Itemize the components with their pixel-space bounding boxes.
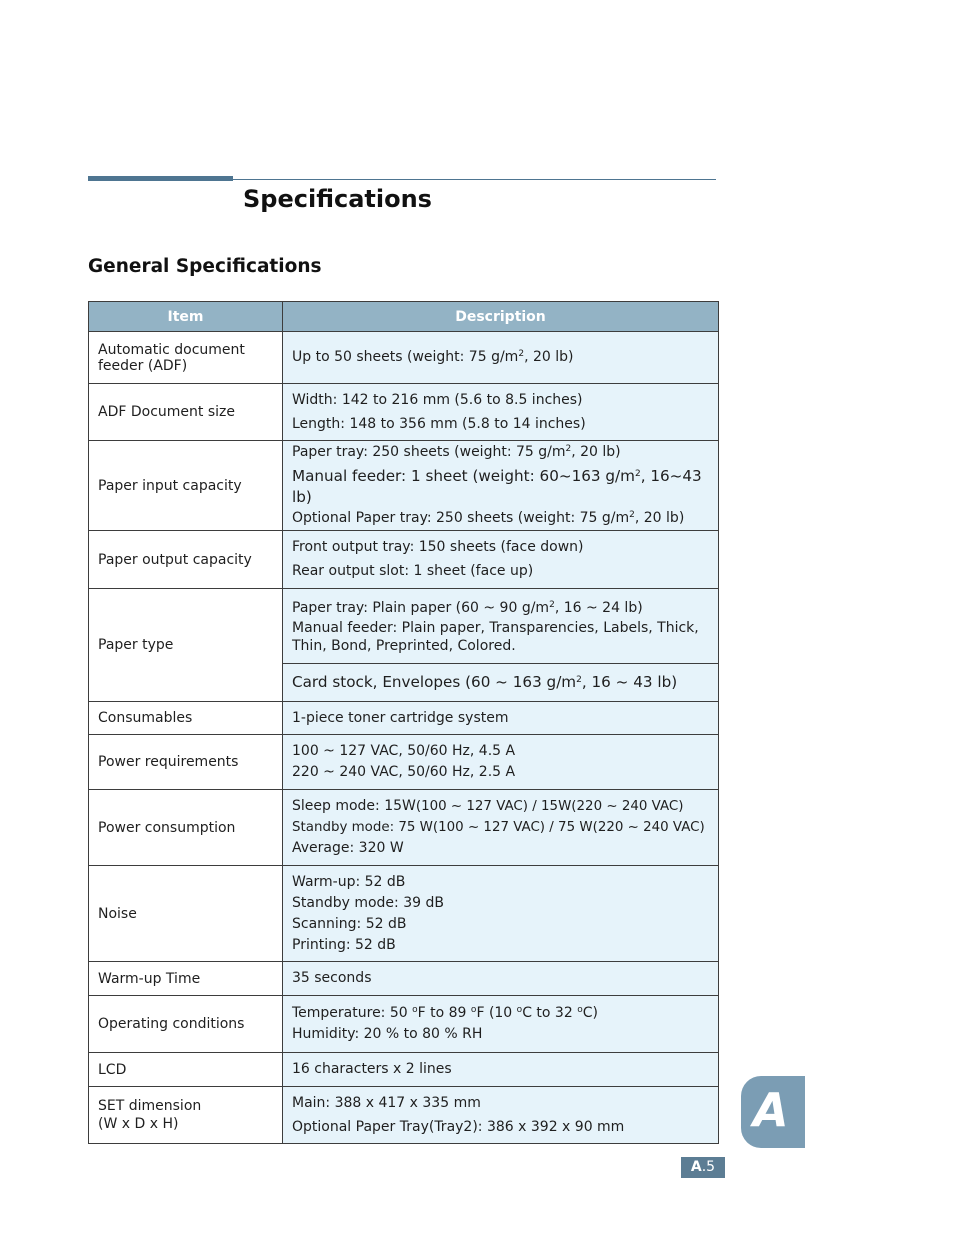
header-item: Item bbox=[89, 302, 283, 332]
table-row bbox=[89, 962, 719, 996]
appendix-letter: A bbox=[753, 1083, 789, 1137]
item-cell: Power consumption bbox=[89, 790, 283, 866]
table-row bbox=[89, 702, 719, 735]
table-row bbox=[89, 589, 719, 664]
item-cell: Warm-up Time bbox=[89, 962, 283, 996]
item-cell: Automatic document feeder (ADF) bbox=[89, 332, 283, 384]
table-row bbox=[89, 441, 719, 531]
description-cell: Card stock, Envelopes (60 ~ 163 $g/m^2$, 16 ~ 43 lb) bbox=[283, 664, 719, 702]
description-cell: Front output tray: 150 sheets (face down) Rear output slot: 1 sheet (face up) bbox=[283, 531, 719, 589]
description-cell: 100 ~ 127 VAC, 50/60 Hz, 4.5 A 220 ~ 240 VAC, 50/60 Hz, 2.5 A bbox=[283, 735, 719, 790]
table-row bbox=[89, 384, 719, 441]
description-cell: Temperature: 50 $^o$F to 89 $^o$F (10 $^o$C to 32 $^o$C) Humidity: 20 % to 80 % RH bbox=[283, 996, 719, 1053]
description-cell: Warm-up: 52 dB Standby mode: 39 dB Scanning: 52 dB Printing: 52 dB bbox=[283, 866, 719, 962]
item-cell: ADF Document size bbox=[89, 384, 283, 441]
description-cell: 1-piece toner cartridge system bbox=[283, 702, 719, 735]
item-cell: Noise bbox=[89, 866, 283, 962]
table-row bbox=[89, 735, 719, 790]
description-cell: Paper tray: 250 sheets (weight: 75 $g/m^2$, 20 lb) Manual feeder: 1 sheet (weight: 60~163 $g/m^2$, 16~43 lb) Optional Paper tray: 250 sheets (weight: 75 $g/m^2$, 20 lb) bbox=[283, 441, 719, 531]
item-cell: Power requirements bbox=[89, 735, 283, 790]
page-number: A.5 bbox=[681, 1157, 725, 1178]
page-title: Specifications bbox=[243, 185, 432, 213]
table-row bbox=[89, 531, 719, 589]
description-cell: 16 characters x 2 lines bbox=[283, 1053, 719, 1087]
description-cell: 35 seconds bbox=[283, 962, 719, 996]
item-cell: Paper output capacity bbox=[89, 531, 283, 589]
description-cell: Main: 388 x 417 x 335 mm Optional Paper Tray(Tray2): 386 x 392 x 90 mm bbox=[283, 1087, 719, 1144]
specifications-table bbox=[88, 301, 719, 1144]
title-rule-thick bbox=[88, 176, 233, 181]
item-cell: Paper type bbox=[89, 589, 283, 702]
table-row bbox=[89, 332, 719, 384]
item-cell: Operating conditions bbox=[89, 996, 283, 1053]
table-row bbox=[89, 866, 719, 962]
description-cell: Width: 142 to 216 mm (5.6 to 8.5 inches) Length: 148 to 356 mm (5.8 to 14 inches) bbox=[283, 384, 719, 441]
description-cell: Up to 50 sheets (weight: 75 $g/m^2$, 20 lb) bbox=[283, 332, 719, 384]
appendix-tab bbox=[741, 1076, 805, 1148]
table-header-row bbox=[89, 302, 719, 332]
title-rule-thin bbox=[233, 179, 716, 180]
description-cell: Paper tray: Plain paper (60 ~ 90 $g/m^2$, 16 ~ 24 lb) Manual feeder: Plain paper, Transparencies, Labels, Thick, Thin, Bond, Preprinted, Colored. bbox=[283, 589, 719, 664]
item-cell: SET dimension (W x D x H) bbox=[89, 1087, 283, 1144]
item-cell: Consumables bbox=[89, 702, 283, 735]
table-row bbox=[89, 1087, 719, 1144]
table-row bbox=[89, 1053, 719, 1087]
description-cell: Sleep mode: 15W(100 ~ 127 VAC) / 15W(220 ~ 240 VAC) Standby mode: 75 W(100 ~ 127 VAC) / 75 W(220 ~ 240 VAC) Average: 320 W bbox=[283, 790, 719, 866]
item-cell: Paper input capacity bbox=[89, 441, 283, 531]
item-cell: LCD bbox=[89, 1053, 283, 1087]
table-row bbox=[89, 996, 719, 1053]
table-row bbox=[89, 790, 719, 866]
header-description: Description bbox=[283, 302, 719, 332]
section-title: General Specifications bbox=[88, 256, 322, 277]
